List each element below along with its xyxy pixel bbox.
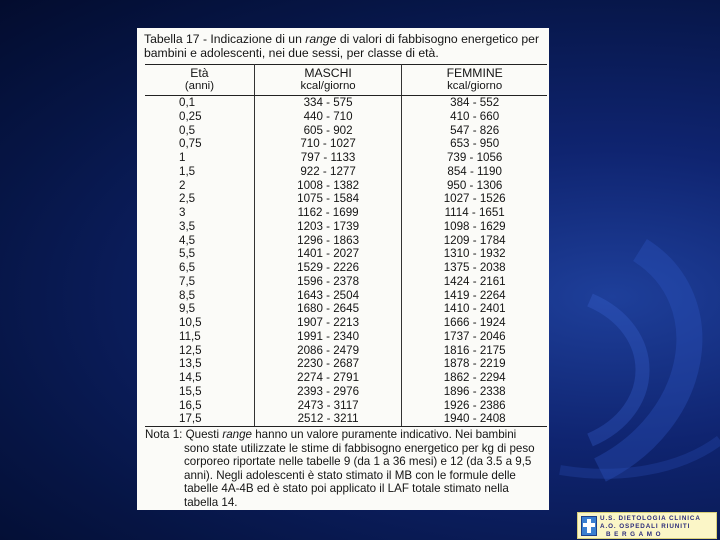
table-row (145, 110, 547, 124)
cell-age: 13,5 (145, 357, 254, 371)
cell-female-range: 1209 - 1784 (443, 233, 506, 247)
cell-female-range: 1737 - 2046 (443, 329, 506, 343)
table-note (145, 428, 544, 510)
cell-female-range: 1862 - 2294 (443, 371, 506, 384)
cell-age: 4,5 (145, 234, 254, 248)
cell-male-range: 797 - 1133 (254, 151, 401, 165)
cell-female-range: 547 - 826 (450, 123, 500, 137)
cell-female-range: 1896 - 2338 (443, 384, 506, 398)
table-row (145, 179, 547, 193)
cell-age: 11,5 (145, 330, 254, 344)
cell-male-range: 2086 - 2479 (254, 344, 401, 358)
cell-age: 5,5 (145, 247, 254, 261)
table-row (145, 234, 547, 248)
table-caption (144, 32, 544, 60)
table-row (145, 165, 547, 179)
cell-age: 0,5 (145, 124, 254, 138)
energy-range-table (145, 64, 547, 427)
cell-male-range: 1401 - 2027 (254, 247, 401, 261)
cell-female-range: 1310 - 1932 (443, 247, 506, 261)
table-row (145, 137, 547, 151)
table-document (137, 28, 549, 510)
cell-male-range: 2512 - 3211 (254, 412, 401, 426)
cell-male-range: 1643 - 2504 (254, 289, 401, 303)
cell-age: 0,1 (145, 96, 254, 110)
table-row (145, 412, 547, 426)
cell-age: 6,5 (145, 261, 254, 275)
caption-rest: di valori di fabbisogno energetico per bambini e adolescenti, nei due sessi, per classe di età. (144, 32, 540, 60)
cell-age: 12,5 (145, 344, 254, 358)
cell-age: 1 (145, 151, 254, 165)
cell-age: 15,5 (145, 385, 254, 399)
cell-female-range: 950 - 1306 (446, 178, 503, 192)
cell-female-range: 1114 - 1651 (444, 206, 505, 219)
header-age-unit: (anni) (145, 80, 254, 96)
note-first-line (145, 428, 544, 442)
cell-male-range: 1991 - 2340 (254, 330, 401, 344)
cell-male-range: 1008 - 1382 (254, 179, 401, 193)
cell-age: 0,75 (145, 137, 254, 151)
note-first: hanno un valore puramente indicativo. Nei bambini (252, 428, 517, 441)
cell-male-range: 1296 - 1863 (254, 234, 401, 248)
table-row (145, 96, 547, 110)
table-row (145, 151, 547, 165)
cell-age: 7,5 (145, 275, 254, 289)
cell-female-range: 1940 - 2408 (402, 412, 547, 426)
cell-male-range: 1907 - 2213 (254, 316, 401, 330)
table-row (145, 124, 547, 138)
header-age: Età (145, 65, 254, 81)
note-italic: range (222, 428, 252, 441)
cell-female-range: 1098 - 1629 (443, 219, 506, 233)
cell-age: 2,5 (145, 192, 254, 206)
table-row (145, 302, 547, 316)
cell-male-range: 1075 - 1584 (254, 192, 401, 206)
caption-italic: range (305, 32, 337, 46)
cell-age: 3 (145, 206, 254, 220)
cell-age: 14,5 (145, 371, 254, 385)
table-row (145, 344, 547, 358)
table-row (145, 330, 547, 344)
cell-male-range: 1162 - 1699 (254, 206, 401, 220)
cell-male-range: 334 - 575 (254, 96, 401, 110)
cell-female-range: 410 - 660 (450, 109, 500, 123)
caption-prefix: Tabella 17 - Indicazione di un (144, 32, 306, 46)
hospital-logo (577, 512, 717, 539)
note-prefix: Nota 1: Questi (145, 428, 223, 441)
cell-male-range: 2230 - 2687 (254, 357, 401, 371)
logo-line-3: BERGAMO (606, 531, 665, 538)
logo-line-1: U.S. DIETOLOGIA CLINICA (600, 515, 701, 522)
cell-age: 3,5 (145, 220, 254, 234)
table-row (145, 220, 547, 234)
cell-male-range: 2274 - 2791 (254, 371, 401, 385)
cell-age: 1,5 (145, 165, 254, 179)
cell-female-range: 739 - 1056 (446, 151, 503, 164)
table-row (145, 247, 547, 261)
table-row (145, 385, 547, 399)
table-row (145, 357, 547, 371)
cell-male-range: 605 - 902 (254, 124, 401, 138)
cell-female-range: 653 - 950 (450, 137, 500, 151)
table-row (145, 316, 547, 330)
table-row (145, 275, 547, 289)
note-body: sono state utilizzate le stime di fabbisogno energetico per kg di peso corporeo riportate nelle tabelle 9 (da 1 a 36 mesi) e 12 (da 3.5 a 9,5 anni). Negli adolescenti è stato stimato il MB con le formule delle tabelle 4A-4B ed è stato poi applicato il LAF totale stimato nella tabella 14. (184, 441, 535, 509)
cell-male-range: 1680 - 2645 (254, 302, 401, 316)
table-row (145, 371, 547, 385)
cell-male-range: 2473 - 3117 (254, 399, 401, 413)
cell-male-range: 1529 - 2226 (254, 261, 401, 275)
cell-age: 16,5 (145, 399, 254, 413)
logo-line-2: A.O. OSPEDALI RIUNITI (600, 523, 691, 530)
cell-age: 2 (145, 179, 254, 193)
header-male-unit: kcal/giorno (254, 80, 401, 96)
cell-female-range: 1666 - 1924 (443, 316, 506, 329)
cell-female-range: 1926 - 2386 (443, 398, 506, 412)
cell-female-range: 1816 - 2175 (443, 343, 506, 357)
cell-female-range: 1027 - 1526 (443, 192, 506, 206)
table-row (145, 192, 547, 206)
cross-emblem-icon (581, 516, 597, 536)
cell-female-range: 1419 - 2264 (443, 288, 506, 302)
header-female-unit: kcal/giorno (402, 80, 547, 96)
cell-age: 0,25 (145, 110, 254, 124)
table-row (145, 261, 547, 275)
cell-male-range: 440 - 710 (254, 110, 401, 124)
cell-female-range: 1375 - 2038 (443, 261, 506, 274)
cell-age: 8,5 (145, 289, 254, 303)
cell-age: 10,5 (145, 316, 254, 330)
header-female: FEMMINE (402, 65, 547, 81)
cell-female-range: 1878 - 2219 (443, 357, 506, 371)
cell-male-range: 922 - 1277 (254, 165, 401, 179)
cell-male-range: 2393 - 2976 (254, 385, 401, 399)
cell-male-range: 1203 - 1739 (254, 220, 401, 234)
table-row (145, 289, 547, 303)
table-row (145, 399, 547, 413)
cell-male-range: 710 - 1027 (254, 137, 401, 151)
cell-female-range: 1424 - 2161 (443, 274, 506, 288)
cell-male-range: 1596 - 2378 (254, 275, 401, 289)
table-row (145, 206, 547, 220)
header-male: MASCHI (254, 65, 401, 81)
cell-age: 9,5 (145, 302, 254, 316)
cell-female-range: 384 - 552 (450, 96, 500, 109)
cell-female-range: 1410 - 2401 (443, 302, 506, 316)
cell-age: 17,5 (145, 412, 254, 426)
cell-female-range: 854 - 1190 (447, 164, 502, 178)
